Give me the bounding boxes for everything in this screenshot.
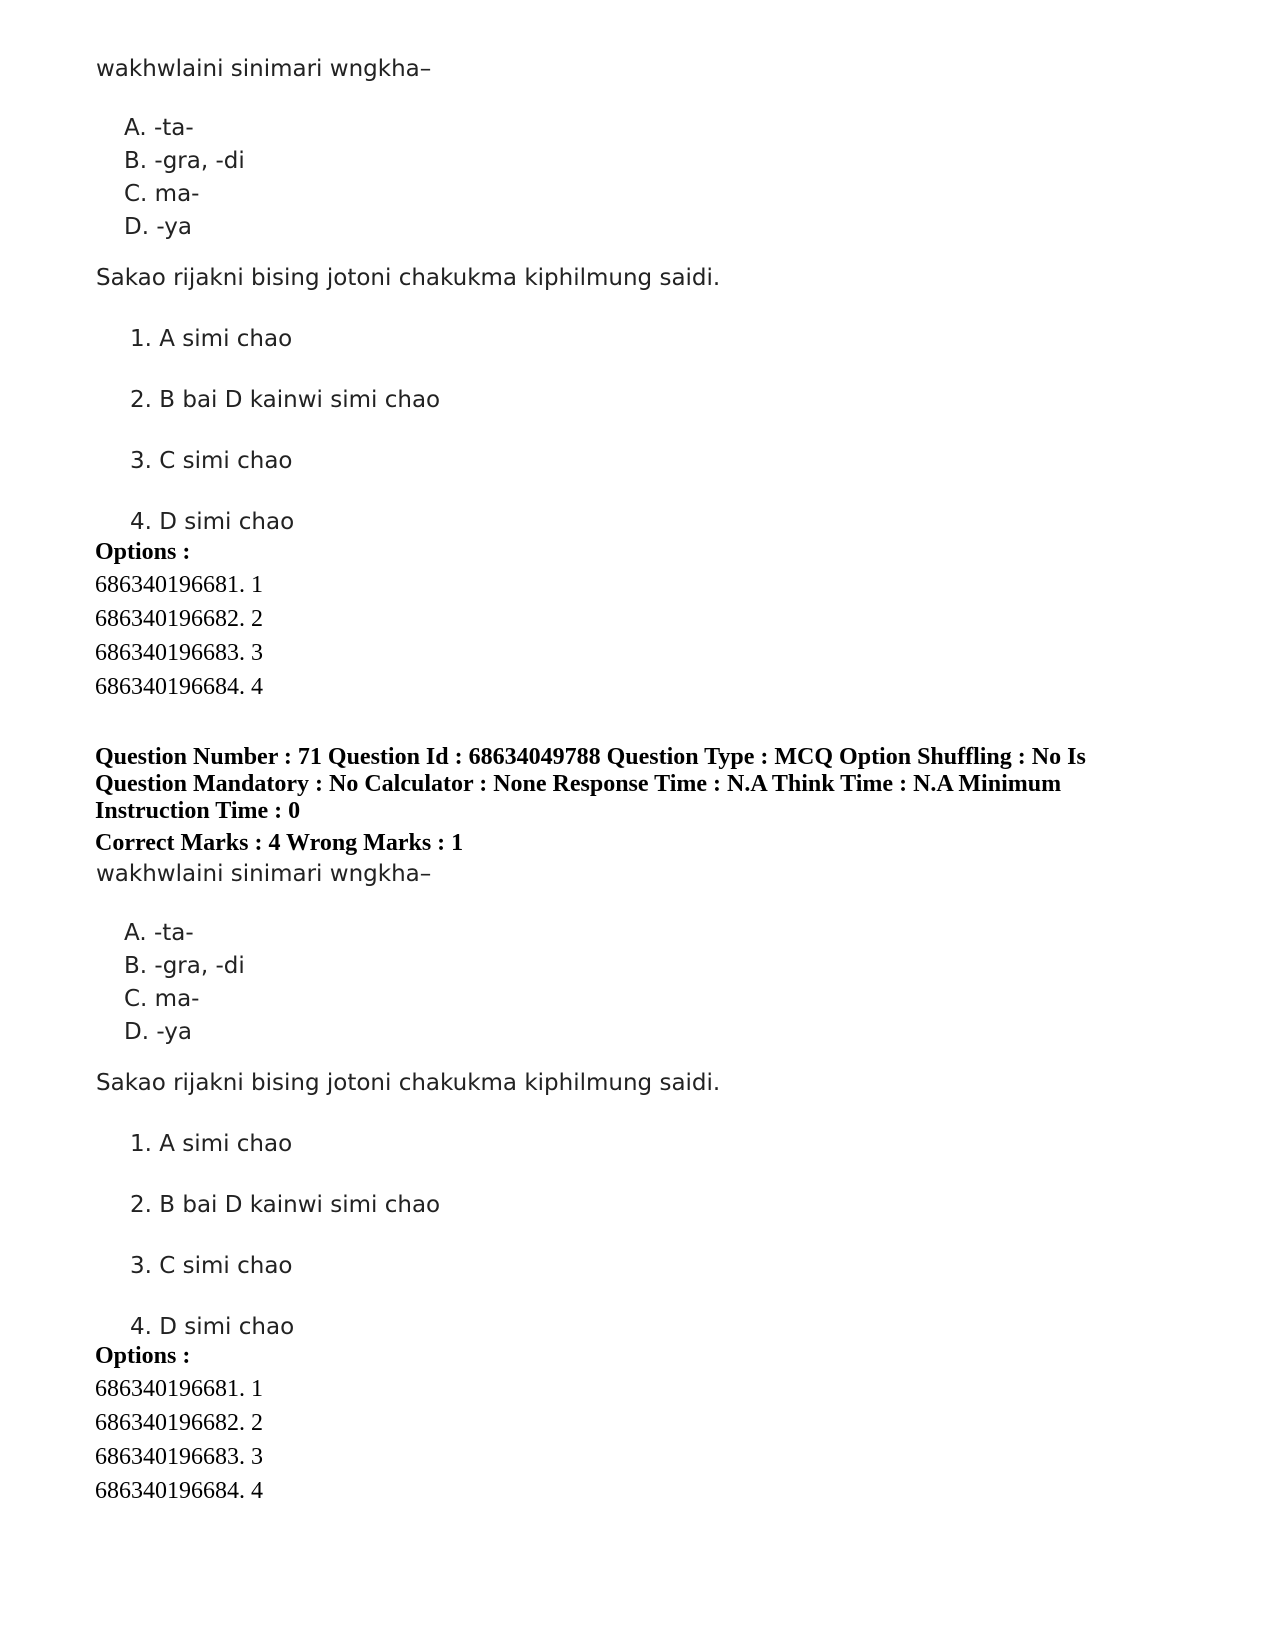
choice-item: 2. B bai D kainwi simi chao: [130, 387, 441, 413]
option-item: 686340196684. 4: [95, 1478, 263, 1504]
prev-question-instruction: Sakao rijakni bising jotoni chakukma kiphilmung saidi.: [96, 265, 721, 291]
prev-statement-list: [124, 112, 245, 244]
option-item: 686340196684. 4: [95, 674, 263, 700]
statement-item: C. ma-: [124, 181, 200, 207]
statement-item: A. -ta-: [124, 920, 194, 946]
question-meta-line: Instruction Time : 0: [95, 798, 301, 824]
statement-item: B. -gra, -di: [124, 953, 245, 979]
statement-item: A. -ta-: [124, 115, 194, 141]
choice-item: 3. C simi chao: [130, 448, 293, 474]
choice-item: 4. D simi chao: [130, 1314, 295, 1340]
choice-list: [130, 1114, 440, 1358]
choice-item: 1. A simi chao: [130, 326, 293, 352]
choice-item: 1. A simi chao: [130, 1131, 293, 1157]
statement-item: D. -ya: [124, 214, 192, 240]
question-marks: Correct Marks : 4 Wrong Marks : 1: [95, 830, 464, 856]
option-item: 686340196682. 2: [95, 606, 263, 632]
choice-item: 4. D simi chao: [130, 509, 295, 535]
question-prompt: wakhwlaini sinimari wngkha–: [96, 861, 432, 887]
statement-item: B. -gra, -di: [124, 148, 245, 174]
options-label: Options :: [95, 1343, 191, 1369]
option-item: 686340196681. 1: [95, 1376, 263, 1402]
statement-list: [124, 917, 245, 1049]
question-meta-line: Question Number : 71 Question Id : 68634049788 Question Type : MCQ Option Shuffling : No Is: [95, 744, 1086, 770]
option-item: 686340196683. 3: [95, 640, 263, 666]
question-meta-line: Question Mandatory : No Calculator : None Response Time : N.A Think Time : N.A Minimum: [95, 771, 1062, 797]
option-item: 686340196682. 2: [95, 1410, 263, 1436]
question-instruction: Sakao rijakni bising jotoni chakukma kiphilmung saidi.: [96, 1070, 721, 1096]
choice-item: 2. B bai D kainwi simi chao: [130, 1192, 441, 1218]
prev-question-prompt: wakhwlaini sinimari wngkha–: [96, 56, 432, 82]
statement-item: C. ma-: [124, 986, 200, 1012]
prev-choice-list: [130, 309, 440, 553]
statement-item: D. -ya: [124, 1019, 192, 1045]
choice-item: 3. C simi chao: [130, 1253, 293, 1279]
option-item: 686340196681. 1: [95, 572, 263, 598]
prev-options-label: Options :: [95, 539, 191, 565]
prev-options-list: [95, 568, 263, 704]
option-item: 686340196683. 3: [95, 1444, 263, 1470]
options-list: [95, 1372, 263, 1508]
question-meta: [95, 744, 1086, 825]
